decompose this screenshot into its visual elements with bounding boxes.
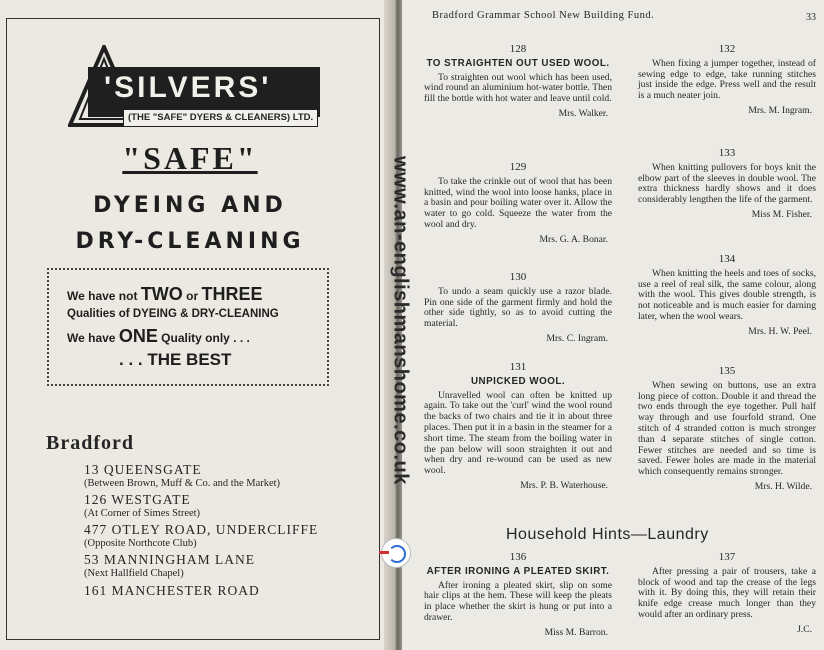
hint-136: 136 AFTER IRONING A PLEATED SKIRT. After ironing a pleated skirt, slip on some hair clips at the hem. These will keep the pleats in place whether the skirt is hung or put into a drawer. Miss M. Barron. (424, 551, 612, 638)
address-4: 53 MANNINGHAM LANE (Next Hallfield Chapel) (84, 552, 255, 579)
address-3: 477 OTLEY ROAD, UNDERCLIFFE (Opposite Northcote Club) (84, 522, 319, 549)
quality-line-4: . . . THE BEST (119, 350, 232, 369)
watermark-text: www.an-englishmanshome.co.uk (389, 155, 412, 485)
brand-tagline: (THE "SAFE" DYERS & CLEANERS) LTD. (123, 109, 318, 127)
watermark-logo-icon (381, 538, 411, 568)
hint-132: 132 When fixing a jumper together, instead of sewing edge to edge, take running stitches just inside the edge. Press well and the result is a much neater join. Mrs. M. Ingram. (638, 43, 816, 116)
service-line-2: DRY-CLEANING (75, 229, 305, 254)
quality-line-2: Qualities of DYEING & DRY-CLEANING (67, 308, 279, 320)
quality-box (47, 268, 329, 386)
hint-137: 137 After pressing a pair of trousers, take a block of wood and tap the crease of the legs with it. By doing this, they will retain their knife edge crease much longer than they would after an ordinary press. J.C. (638, 551, 816, 635)
hint-128: 128 TO STRAIGHTEN OUT USED WOOL. To straighten out wool which has been used, wind round an aluminium hot-water bottle. Then fill the bottle with hot water and leave until cold. Mrs. Walker. (424, 43, 612, 119)
silvers-logo (68, 45, 320, 127)
hint-130: 130 To undo a seam quickly use a razor blade. Pin one side of the garment firmly and hold the other side tightly, so as to avoid cutting the material. Mrs. C. Ingram. (424, 271, 612, 344)
right-page-hints (402, 0, 824, 650)
quality-line-1: We have not TWO or THREE (67, 284, 263, 304)
address-5: 161 MANCHESTER ROAD (84, 583, 260, 598)
safe-heading: "SAFE" (122, 140, 258, 176)
service-line-1: DYEING AND (93, 193, 287, 218)
hint-131: 131 UNPICKED WOOL. Unravelled wool can often be knitted up again. To take out the 'curl' wind the wool round the backs of two chairs and tie it in about three places. Then put it in a basin in the steamer for a short time. The steam from the boiling water in the pan below will soon straighten it out and when dry and re-wound can be used as new wool. Mrs. P. B. Waterhouse. (424, 361, 612, 491)
address-2: 126 WESTGATE (At Corner of Simes Street) (84, 492, 201, 519)
city-heading: Bradford (46, 432, 134, 454)
hint-135: 135 When sewing on buttons, use an extra long piece of cotton. Double it and thread the two ends through the eye together. Pull half way through and use fourfold strand. One stitch of 4 stranded cotton is much stronger than 4 separate stitches of single cotton. Fewer stitches are needed and so time is saved. Fewer holes are made in the material which consequently remains stronger. Mrs. H. Wilde. (638, 365, 816, 492)
hint-134: 134 When knitting the heels and toes of socks, use a reel of real silk, the same colour, along with the wool. This gives double strength, is not noticeable and is much easier for darning later, when the wool wears. Mrs. H. W. Peel. (638, 253, 816, 337)
hint-133: 133 When knitting pullovers for boys knit the elbow part of the sleeves in double wool. The extra thickness hardly shows and it does considerably lengthen the life of the garment. Miss M. Fisher. (638, 147, 816, 220)
brand-name: 'SILVERS' (104, 71, 272, 104)
left-page-advert (0, 0, 396, 650)
address-1: 13 QUEENSGATE (Between Brown, Muff & Co. and the Market) (84, 462, 281, 489)
section-title: Household Hints—Laundry (506, 526, 709, 543)
hint-129: 129 To take the crinkle out of wool that has been knitted, wind the wool into loose hanks, place in a basin and pour boiling water over it. Allow the water to go cold. Squeeze the water from the wool and dry. Mrs. G. A. Bonar. (424, 161, 612, 245)
running-head: Bradford Grammar School New Building Fund. (432, 10, 655, 21)
page-number: 33 (806, 12, 816, 23)
quality-line-3: We have ONE Quality only . . . (67, 326, 250, 346)
services-heading (0, 188, 380, 260)
